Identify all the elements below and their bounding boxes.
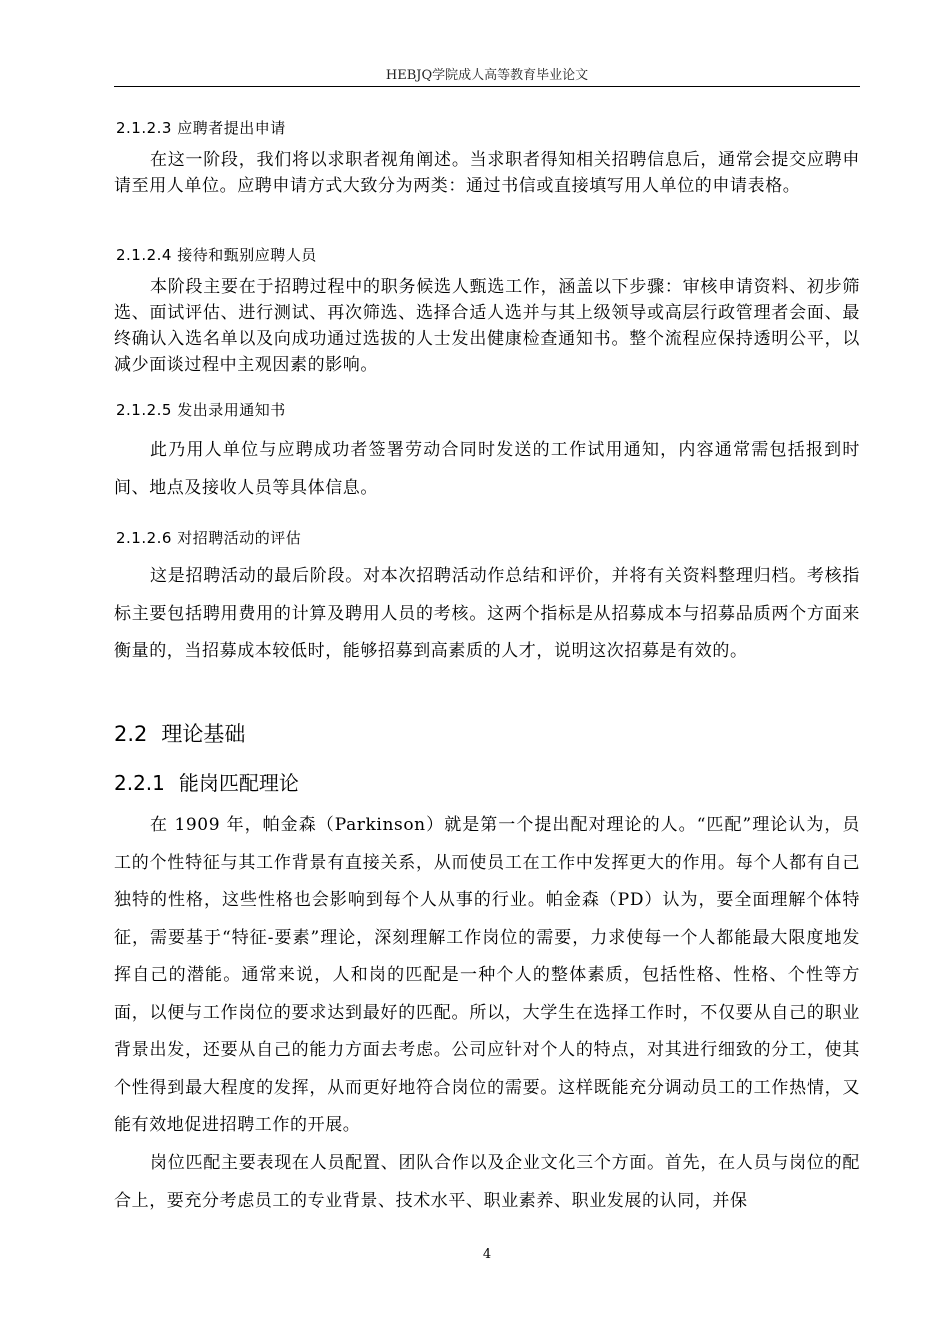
document-page <box>114 0 860 1344</box>
page-number: 4 <box>482 1247 492 1262</box>
heading-2-1-2-4: 2.1.2.4 接待和甄别应聘人员 <box>116 246 317 264</box>
subsection-title: 能岗匹配理论 <box>178 771 299 795</box>
section-number: 2.2 <box>114 722 148 746</box>
heading-2-1-2-6: 2.1.2.6 对招聘活动的评估 <box>116 529 302 547</box>
running-header: HEBJQ学院成人高等教育毕业论文 <box>385 68 589 83</box>
paragraph-2-1-2-3: 在这一阶段，我们将以求职者视角阐述。当求职者得知相关招聘信息后，通常会提交应聘申请至用人单位。应聘申请方式大致分为两类：通过书信或直接填写用人单位的申请表格。 <box>114 150 860 196</box>
paragraph-2-1-2-5: 此乃用人单位与应聘成功者签署劳动合同时发送的工作试用通知，内容通常需包括报到时间、地点及接收人员等具体信息。 <box>114 440 860 498</box>
section-heading-2-2 <box>114 718 245 748</box>
paragraph-2-2-1-a: 在 1909 年，帕金森（Parkinson）就是第一个提出配对理论的人。“匹配”理论认为，员工的个性特征与其工作背景有直接关系，从而使员工在工作中发挥更大的作用。每个人都有自己独特的性格，这些性格也会影响到每个人从事的行业。帕金森（PD）认为，要全面理解个体特征，需要基于“特征-要素”理论，深刻理解工作岗位的需要，力求使每一个人都能最大限度地发挥自己的潜能。通常来说，人和岗的匹配是一种个人的整体素质，包括性格、性格、个性等方面，以便与工作岗位的要求达到最好的匹配。所以，大学生在选择工作时，不仅要从自己的职业背景出发，还要从自己的能力方面去考虑。公司应针对个人的特点，对其进行细致的分工，使其个性得到最大程度的发挥，从而更好地符合岗位的需要。这样既能充分调动员工的工作热情，又能有效地促进招聘工作的开展。 <box>114 815 860 1135</box>
header-rule <box>114 86 860 87</box>
heading-2-1-2-5: 2.1.2.5 发出录用通知书 <box>116 401 286 419</box>
paragraph-2-2-1-b: 岗位匹配主要表现在人员配置、团队合作以及企业文化三个方面。首先，在人员与岗位的配合上，要充分考虑员工的专业背景、技术水平、职业素养、职业发展的认同，并保 <box>114 1153 860 1211</box>
heading-2-1-2-3: 2.1.2.3 应聘者提出申请 <box>116 119 286 137</box>
subsection-number: 2.2.1 <box>114 771 165 795</box>
paragraph-2-1-2-6: 这是招聘活动的最后阶段。对本次招聘活动作总结和评价，并将有关资料整理归档。考核指标主要包括聘用费用的计算及聘用人员的考核。这两个指标是从招募成本与招募品质两个方面来衡量的，当招募成本较低时，能够招募到高素质的人才，说明这次招募是有效的。 <box>114 566 860 661</box>
section-heading-2-2-1 <box>114 767 299 796</box>
section-title: 理论基础 <box>161 722 246 746</box>
paragraph-2-1-2-4: 本阶段主要在于招聘过程中的职务候选人甄选工作，涵盖以下步骤：审核申请资料、初步筛选、面试评估、进行测试、再次筛选、选择合适人选并与其上级领导或高层行政管理者会面、最终确认入选名单以及向成功通过选拔的人士发出健康检查通知书。整个流程应保持透明公平，以减少面谈过程中主观因素的影响。 <box>114 277 860 375</box>
